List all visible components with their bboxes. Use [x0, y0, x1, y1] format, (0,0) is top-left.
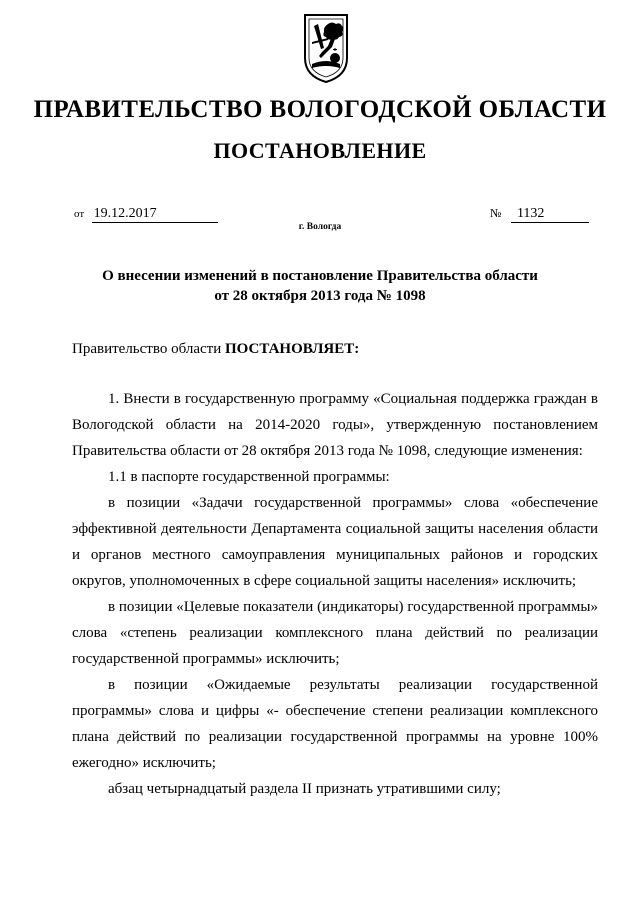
paragraph: в позиции «Целевые показатели (индикаторы) государственной программы» слова «степень реализации комплексного плана действий по реализации государственной программы» исключить; — [72, 599, 598, 667]
coat-of-arms-emblem — [302, 12, 350, 84]
subject-line-1: О внесении изменений в постановление Правительства области — [102, 268, 538, 284]
document-body — [72, 386, 598, 802]
paragraph: в позиции «Ожидаемые результаты реализации государственной программы» слова и цифры «- обеспечение степени реализации комплексного плана действий по реализации государственной программы на уровне 100% ежегодно» исключить; — [72, 677, 598, 771]
number-label: № — [490, 206, 502, 220]
paragraph: 1. Внести в государственную программу «Социальная поддержка граждан в Вологодской области на 2014-2020 годы», утвержденную постановлением Правительства области от 28 октября 2013 года № 1098, следующие изменения: — [72, 391, 598, 459]
paragraph: абзац четырнадцатый раздела II признать утратившими силу; — [108, 781, 501, 797]
date-value: 19.12.2017 — [92, 206, 218, 223]
city-label: г. Вологда — [298, 222, 342, 232]
paragraph: в позиции «Задачи государственной программы» слова «обеспечение эффективной деятельности Департамента социальной защиты населения области и органов местного самоуправления муниципальных районов и городских округов, уполномоченных в сфере социальной защиты населения» исключить; — [72, 495, 598, 589]
date-label: от — [74, 208, 85, 220]
decree-verb: ПОСТАНОВЛЯЕТ: — [224, 341, 360, 357]
date-field — [74, 206, 218, 223]
paragraph: 1.1 в паспорте государственной программы: — [108, 469, 390, 485]
number-value: 1132 — [511, 206, 589, 223]
decree-line — [72, 341, 359, 358]
number-field — [490, 206, 589, 223]
decree-prefix: Правительство области — [72, 341, 222, 357]
document-type: ПОСТАНОВЛЕНИЕ — [213, 138, 427, 163]
document-subject — [0, 266, 640, 306]
government-title: ПРАВИТЕЛЬСТВО ВОЛОГОДСКОЙ ОБЛАСТИ — [33, 96, 607, 123]
subject-line-2: от 28 октября 2013 года № 1098 — [214, 288, 426, 304]
